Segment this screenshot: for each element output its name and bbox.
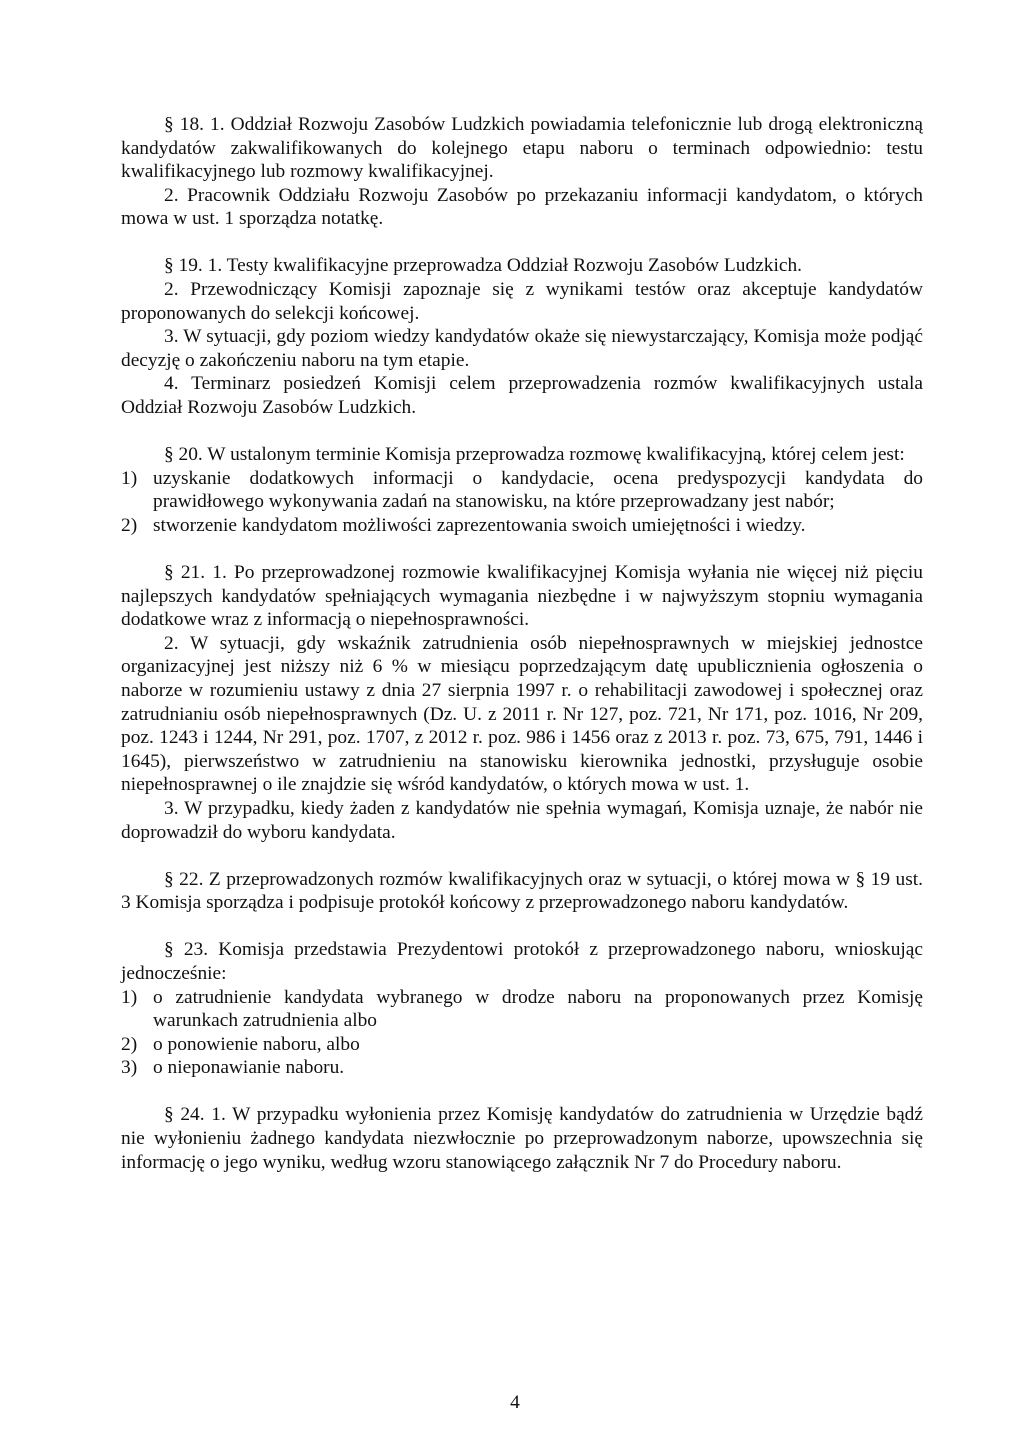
section-23-list-item [121, 986, 923, 1033]
document-page [121, 113, 923, 1174]
list-text: o nieponawianie naboru. [153, 1057, 345, 1079]
section-20-list-item [121, 514, 923, 538]
list-number: 1) [121, 986, 138, 1008]
section-18-paragraph-1: § 18. 1. Oddział Rozwoju Zasobów Ludzkich powiadamia telefonicznie lub drogą elektroniczną kandydatów zakwalifikowanych do kolejnego etapu naboru o terminach odpowiednio: testu kwalifikacyjnego lub rozmowy kwalifikacyjnej. [121, 114, 923, 183]
section-19-paragraph-1: § 19. 1. Testy kwalifikacyjne przeprowadza Oddział Rozwoju Zasobów Ludzkich. [164, 255, 802, 277]
section-19-paragraph-2: 2. Przewodniczący Komisji zapoznaje się z wynikami testów oraz akceptuje kandydatów proponowanych do selekcji końcowej. [121, 279, 923, 324]
section-19-paragraph-3: 3. W sytuacji, gdy poziom wiedzy kandydatów okaże się niewystarczający, Komisja może podjąć decyzję o zakończeniu naboru na tym etapie. [121, 326, 923, 371]
section-23-list-item [121, 1033, 923, 1057]
list-text: o zatrudnienie kandydata wybranego w drodze naboru na proponowanych przez Komisję warunkach zatrudnienia albo [153, 986, 923, 1032]
section-22-paragraph: § 22. Z przeprowadzonych rozmów kwalifikacyjnych oraz w sytuacji, o której mowa w § 19 ust. 3 Komisja sporządza i podpisuje protokół końcowy z przeprowadzonego naboru kandydatów. [121, 868, 923, 914]
list-number: 3) [121, 1057, 138, 1079]
section-21-paragraph-1: § 21. 1. Po przeprowadzonej rozmowie kwalifikacyjnej Komisja wyłania nie więcej niż pięciu najlepszych kandydatów spełniających wymagania niezbędne i w najwyższym stopniu wymagania dodatkowe wraz z informacją o niepełnosprawności. [121, 562, 923, 631]
list-text: uzyskanie dodatkowych informacji o kandydacie, ocena predyspozycji kandydata do prawidłowego wykonywania zadań na stanowisku, na które przeprowadzany jest nabór; [153, 467, 923, 513]
section-21-paragraph-2: 2. W sytuacji, gdy wskaźnik zatrudnienia osób niepełnosprawnych w miejskiej jednostce organizacyjnej jest niższy niż 6 % w miesiącu poprzedzającym datę upublicznienia ogłoszenia o naborze w rozumieniu ustawy z dnia 27 sierpnia 1997 r. o rehabilitacji zawodowej i społecznej oraz zatrudnianiu osób niepełnosprawnych (Dz. U. z 2011 r. Nr 127, poz. 721, Nr 171, poz. 1016, Nr 209, poz. 1243 i 1244, Nr 291, poz. 1707, z 2012 r. poz. 986 i 1456 oraz z 2013 r. poz. 73, 675, 791, 1446 i 1645), pierwszeństwo w zatrudnieniu na stanowisku kierownika jednostki, przysługuje osobie niepełnosprawnej o ile znajdzie się wśród kandydatów, o których mowa w ust. 1. [121, 632, 923, 796]
list-text: stworzenie kandydatom możliwości zaprezentowania swoich umiejętności i wiedzy. [153, 514, 806, 536]
page-number: 4 [510, 1392, 520, 1413]
section-18-paragraph-2: 2. Pracownik Oddziału Rozwoju Zasobów po przekazaniu informacji kandydatom, o których mowa w ust. 1 sporządza notatkę. [121, 184, 923, 230]
section-20-list-item [121, 467, 923, 514]
list-number: 1) [121, 467, 138, 489]
section-23-list-item [121, 1056, 923, 1080]
list-number: 2) [121, 514, 138, 536]
section-20-intro: § 20. W ustalonym terminie Komisja przeprowadza rozmowę kwalifikacyjną, której celem jest: [164, 444, 905, 466]
section-19-paragraph-4: 4. Terminarz posiedzeń Komisji celem przeprowadzenia rozmów kwalifikacyjnych ustala Oddział Rozwoju Zasobów Ludzkich. [121, 373, 923, 419]
section-24-paragraph: § 24. 1. W przypadku wyłonienia przez Komisję kandydatów do zatrudnienia w Urzędzie bądź nie wyłonieniu żadnego kandydata niezwłocznie po przeprowadzonym naborze, upowszechnia się informację o jego wyniku, według wzoru stanowiącego załącznik Nr 7 do Procedury naboru. [121, 1104, 923, 1173]
list-text: o ponowienie naboru, albo [153, 1033, 360, 1055]
section-21-paragraph-3: 3. W przypadku, kiedy żaden z kandydatów nie spełnia wymagań, Komisja uznaje, że nabór nie doprowadził do wyboru kandydata. [121, 797, 923, 843]
section-23-intro: § 23. Komisja przedstawia Prezydentowi protokół z przeprowadzonego naboru, wnioskując jednocześnie: [121, 939, 923, 984]
list-number: 2) [121, 1033, 138, 1055]
